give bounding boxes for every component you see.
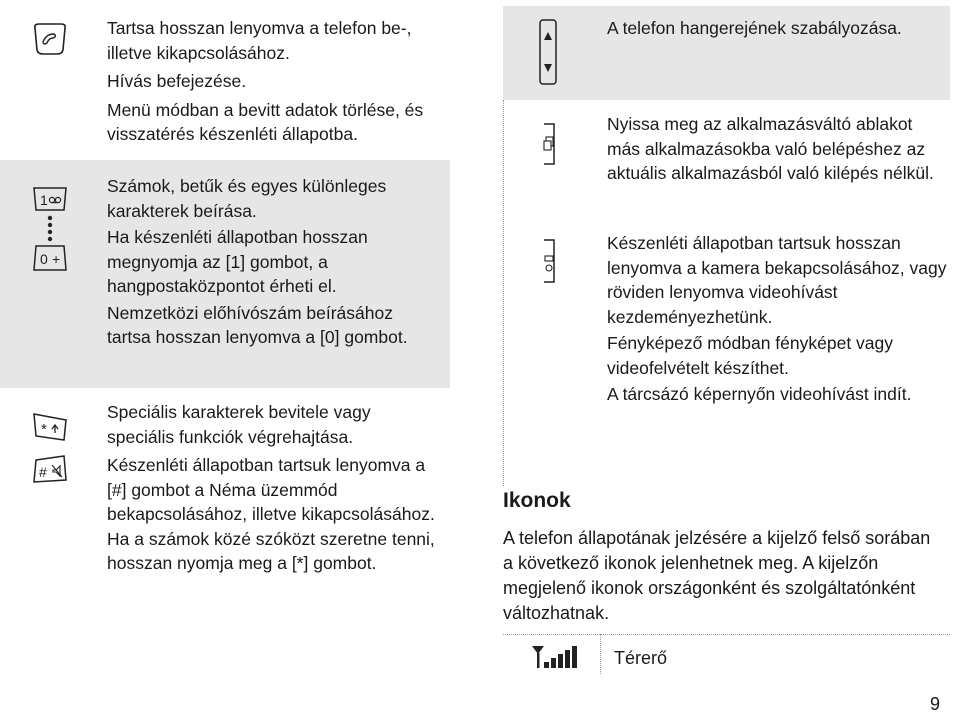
camera-key-line-launch: Készenléti állapotban tartsuk hosszan lenyomva a kamera bekapcsolásához, vagy röviden lenyomva videohívást kezdeményezhetünk. <box>607 233 947 327</box>
key-1-voicemail-icon <box>30 184 70 274</box>
section-heading: Ikonok <box>503 489 571 512</box>
camera-key-line-capture: Fényképező módban fényképet vagy videofelvételt készíthet. <box>607 333 894 378</box>
icons-intro: A telefon állapotának jelzésére a kijelző felső sorában a következő ikonok jelenhetnek meg. A kijelzőn megjelenő ikonok országonként és szolgáltatónként változhatnak. <box>503 528 931 623</box>
svg-text:1: 1 <box>40 192 48 208</box>
volume-key-description: A telefon hangerejének szabályozása. <box>607 18 902 38</box>
svg-text:+: + <box>52 251 61 267</box>
svg-text:*: * <box>41 421 47 438</box>
column-divider <box>503 100 504 486</box>
camera-key-line-video-call: A tárcsázó képernyőn videohívást indít. <box>607 384 912 404</box>
icons-table-top-border <box>503 634 950 635</box>
icons-table-divider <box>600 634 601 674</box>
end-key-line-end-call: Hívás befejezése. <box>107 71 247 91</box>
svg-text:0: 0 <box>40 251 48 267</box>
switch-key-description: Nyissa meg az alkalmazásváltó ablakot más alkalmazásokba való belépéshez az aktuális alkalmazásból való kilépés nélkül. <box>607 114 934 183</box>
hash-key-icon <box>34 456 66 482</box>
special-keys-icon-group <box>30 410 70 486</box>
number-keys-line-input: Számok, betűk és egyes különleges karakterek beírása. <box>107 176 387 221</box>
special-keys-line-characters: Speciális karakterek bevitele vagy speciális funkciók végrehajtása. <box>107 402 371 447</box>
svg-text:#: # <box>39 464 47 480</box>
end-key-line-power: Tartsa hosszan lenyomva a telefon be-, illetve kikapcsolásához. <box>107 18 412 63</box>
volume-key-icon <box>535 18 561 86</box>
camera-key-description <box>607 231 947 407</box>
star-key-icon <box>34 414 66 440</box>
end-key-line-clear: Menü módban a bevitt adatok törlése, és visszatérés készenléti állapotba. <box>107 99 424 144</box>
number-keys-icon-group <box>30 184 70 274</box>
page-number: 9 <box>930 694 941 714</box>
signal-strength-icon <box>530 644 580 670</box>
special-keys-description <box>107 400 437 576</box>
signal-strength-label: Térerő <box>614 648 668 668</box>
number-keys-description <box>107 174 437 350</box>
end-call-key-icon <box>30 22 70 56</box>
end-key-description <box>107 16 437 147</box>
special-keys-line-silent-mode: Készenléti állapotban tartsuk lenyomva a [#] gombot a Néma üzemmód bekapcsolásához, illetve kikapcsolásához. Ha a számok közé szóközt szeretne tenni, hosszan nyomja meg a [*] gombot. <box>107 455 435 573</box>
number-keys-line-voicemail: Ha készenléti állapotban hosszan megnyomja az [1] gombot, a hangpostaközpontot érheti el. <box>107 227 368 296</box>
camera-key-icon <box>539 238 559 284</box>
number-keys-line-prefix: Nemzetközi előhívószám beírásához tartsa hosszan lenyomva a [0] gombot. <box>107 302 408 347</box>
app-switch-key-icon <box>539 122 559 166</box>
